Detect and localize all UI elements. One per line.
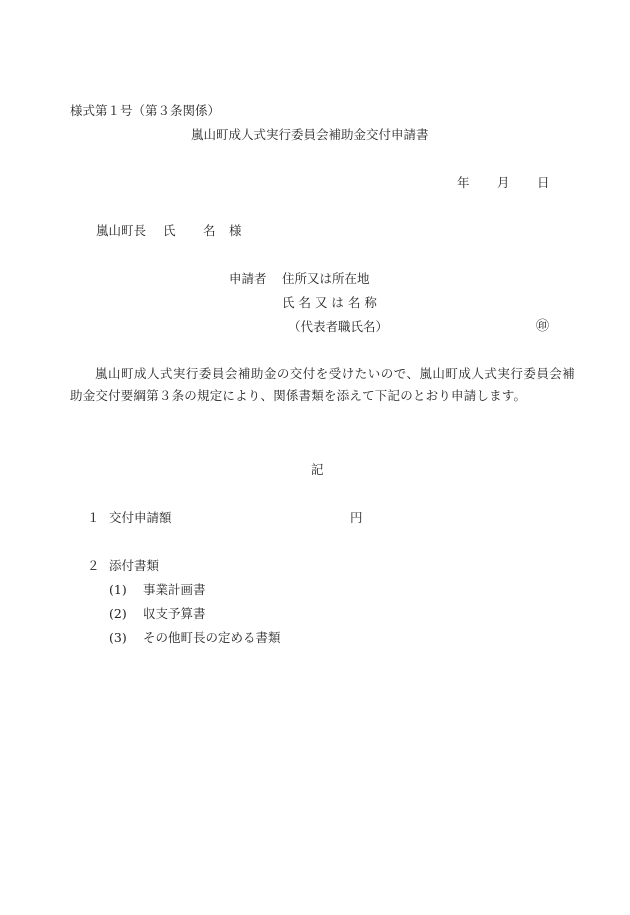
addressee-label: 嵐山町長 [96, 223, 147, 238]
attachment-2-number: (2) [109, 606, 127, 621]
attachment-1-number: (1) [109, 582, 127, 597]
item-1-unit: 円 [350, 510, 363, 525]
applicant-name-label: 氏 名 又 は 名 称 [282, 295, 377, 310]
item-2-number: ２ [87, 558, 100, 573]
item-1-label: 交付申請額 [109, 510, 172, 525]
form-number: 様式第１号（第３条関係） [70, 103, 221, 118]
applicant-label: 申請者 [229, 271, 267, 286]
attachment-2-label: 収支予算書 [143, 606, 206, 621]
date-day: 日 [537, 175, 550, 190]
addressee-honorific-3: 様 [229, 223, 242, 238]
date-year: 年 [457, 175, 470, 190]
addressee-honorific-2: 名 [203, 223, 216, 238]
seal-mark: ㊞ [536, 319, 550, 334]
date-month: 月 [497, 175, 510, 190]
attachment-3-number: (3) [109, 630, 127, 645]
item-1-number: １ [87, 510, 100, 525]
applicant-representative-label: （代表者職氏名） [288, 319, 389, 334]
attachment-1-label: 事業計画書 [143, 582, 206, 597]
applicant-address-label: 住所又は所在地 [282, 271, 370, 286]
attachment-3-label: その他町長の定める書類 [143, 630, 281, 645]
ki-heading: 記 [311, 462, 324, 477]
document-title: 嵐山町成人式実行委員会補助金交付申請書 [191, 127, 429, 142]
item-2-label: 添付書類 [109, 558, 160, 573]
addressee-honorific-1: 氏 [163, 223, 176, 238]
body-paragraph: 嵐山町成人式実行委員会補助金の交付を受けたいので、嵐山町成人式実行委員会補助金交付要綱第３条の規定により、関係書類を添えて下記のとおり申請します。 [70, 366, 575, 403]
